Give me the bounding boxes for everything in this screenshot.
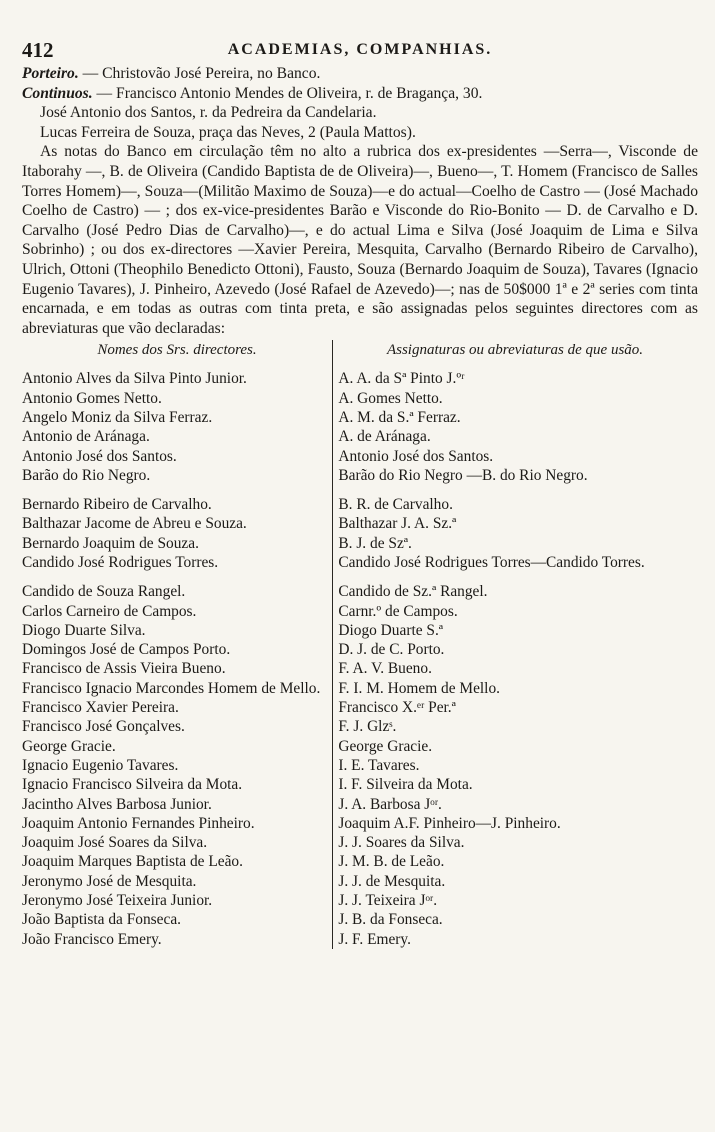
director-signature: Barão do Rio Negro —B. do Rio Negro.	[338, 466, 588, 484]
table-row	[22, 852, 698, 871]
table-row	[22, 833, 698, 852]
director-name: Joaquim José Soares da Silva.	[22, 834, 208, 852]
header-signatures: Assignaturas ou abreviaturas de que usão.	[386, 342, 644, 359]
director-signature: A. Gomes Netto.	[338, 389, 443, 407]
director-signature: D. J. de C. Porto.	[338, 641, 445, 659]
director-signature: George Gracie.	[338, 737, 433, 755]
notas-paragraph: As notas do Banco em circulação têm no alto a rubrica dos ex-presidentes —Serra—, Visconde de Itaborahy —, B. de Oliveira (Candido Baptista de de Oliveira)—, Bueno—, T. Homem (Francisco de Salles Torres Homem)—, Souza—(Militão Maximo de Souza)—e do actual—Coelho de Castro — (José Machado Coelho de Castro) — ; dos ex-vice-presidentes Barão e Visconde do Rio-Bonito — D. de Carvalho e D. Carvalho (José Pedro Dias de Carvalho)—, e do actual Lima e Silva (José Joaquim de Lima e Silva Sobrinho) ; ou dos ex-directores —Xavier Pereira, Mesquita, Carvalho (Bernardo Ribeiro de Carvalho), Ulrich, Ottoni (Theophilo Benedicto Ottoni), Fausto, Souza (Bernardo Joaquim de Souza), Tavares (Ignacio Eugenio Tavares), J. Pinheiro, Azevedo (José Rafael de Azevedo)—; nas de 50$000 1ª e 2ª series com tinta encarnada, e em todas as outras com tinta preta, e são assignadas pelos seguintes directores com as abreviaturas que vão declaradas:	[22, 143, 698, 337]
director-name: Antonio Alves da Silva Pinto Junior.	[22, 370, 247, 388]
director-signature: A. de Aránaga.	[338, 428, 431, 446]
director-signature: Joaquim A.F. Pinheiro—J. Pinheiro.	[338, 814, 561, 832]
director-name: Antonio Gomes Netto.	[22, 389, 162, 407]
director-signature: Balthazar J. A. Sz.ª	[338, 515, 457, 533]
table-row	[22, 756, 698, 775]
page-number: 412	[22, 38, 54, 62]
director-name: Jeronymo José de Mesquita.	[22, 872, 197, 890]
director-name: Antonio José dos Santos.	[22, 447, 177, 465]
director-name: Diogo Duarte Silva.	[22, 621, 146, 639]
porteiro-text: — Christovão José Pereira, no Banco.	[78, 65, 321, 82]
directors-table	[22, 340, 698, 949]
director-signature: Candido José Rodrigues Torres—Candido Torres.	[338, 553, 645, 571]
director-name: George Gracie.	[22, 737, 116, 755]
continuos-label: Continuos.	[22, 84, 93, 102]
director-name: Ignacio Francisco Silveira da Mota.	[22, 776, 243, 794]
director-name: Candido José Rodrigues Torres.	[22, 553, 219, 571]
director-name: Carlos Carneiro de Campos.	[22, 602, 197, 620]
director-name: Jeronymo José Teixeira Junior.	[22, 892, 213, 910]
director-name: Balthazar Jacome de Abreu e Souza.	[22, 515, 247, 533]
table-row	[22, 495, 698, 514]
director-signature: F. I. M. Homem de Mello.	[338, 679, 500, 697]
director-name: Barão do Rio Negro.	[22, 466, 151, 484]
table-row	[22, 621, 698, 640]
director-signature: J. J. Soares da Silva.	[338, 834, 465, 852]
director-name: João Francisco Emery.	[22, 930, 162, 948]
director-name: Bernardo Ribeiro de Carvalho.	[22, 496, 212, 514]
director-signature: J. A. Barbosa Jᵒʳ.	[338, 795, 442, 813]
header-names: Nomes dos Srs. directores.	[97, 342, 257, 359]
director-signature: Antonio José dos Santos.	[338, 447, 494, 465]
director-name: Francisco José Gonçalves.	[22, 718, 185, 736]
table-header	[22, 340, 698, 359]
table-row	[22, 872, 698, 891]
director-signature: A. A. da Sª Pinto J.ºʳ	[338, 370, 465, 388]
table-rows	[22, 369, 698, 949]
table-row	[22, 447, 698, 466]
director-name: Domingos José de Campos Porto.	[22, 641, 231, 659]
director-signature: I. E. Tavares.	[338, 756, 420, 774]
table-row	[22, 466, 698, 485]
director-name: Ignacio Eugenio Tavares.	[22, 756, 179, 774]
table-row	[22, 891, 698, 910]
continuos-line-2: José Antonio dos Santos, r. da Pedreira da Candelaria.	[40, 104, 377, 122]
running-head: ACADEMIAS, COMPANHIAS.	[227, 41, 493, 58]
table-row	[22, 602, 698, 621]
table-row	[22, 717, 698, 736]
table-row	[22, 930, 698, 949]
column-divider	[332, 340, 333, 949]
director-signature: F. J. Glzˢ.	[338, 718, 397, 736]
table-row	[22, 534, 698, 553]
director-signature: A. M. da S.ª Ferraz.	[338, 408, 461, 426]
director-name: Bernardo Joaquim de Souza.	[22, 534, 199, 552]
body-text	[22, 64, 698, 338]
table-row	[22, 659, 698, 678]
table-row	[22, 553, 698, 572]
director-signature: J. M. B. de Leão.	[338, 853, 445, 871]
table-row	[22, 737, 698, 756]
continuos-line	[22, 84, 698, 104]
director-name: Candido de Souza Rangel.	[22, 583, 186, 601]
porteiro-label: Porteiro.	[22, 65, 79, 82]
director-signature: F. A. V. Bueno.	[338, 660, 432, 678]
page-header	[22, 38, 698, 64]
continuos-line-3: Lucas Ferreira de Souza, praça das Neves, 2 (Paula Mattos).	[40, 123, 416, 141]
director-name: Angelo Moniz da Silva Ferraz.	[22, 408, 213, 426]
director-name: Joaquim Marques Baptista de Leão.	[22, 853, 243, 871]
table-row	[22, 514, 698, 533]
director-signature: J. F. Emery.	[338, 930, 411, 948]
director-name: Antonio de Aránaga.	[22, 428, 150, 446]
director-signature: Candido de Sz.ª Rangel.	[338, 583, 488, 601]
director-name: Francisco Ignacio Marcondes Homem de Mello.	[22, 679, 321, 697]
director-signature: B. J. de Szª.	[338, 534, 412, 552]
director-name: Francisco Xavier Pereira.	[22, 699, 179, 717]
director-signature: Carnr.º de Campos.	[338, 602, 458, 620]
table-row	[22, 389, 698, 408]
director-signature: J. B. da Fonseca.	[338, 911, 443, 929]
director-name: Jacintho Alves Barbosa Junior.	[22, 795, 212, 813]
director-signature: Diogo Duarte S.ª	[338, 621, 444, 639]
table-row	[22, 910, 698, 929]
table-row	[22, 369, 698, 388]
table-row	[22, 679, 698, 698]
director-signature: B. R. de Carvalho.	[338, 496, 453, 514]
director-signature: Francisco X.ᵉʳ Per.ª	[338, 699, 456, 717]
director-name: João Baptista da Fonseca.	[22, 911, 182, 929]
table-row	[22, 408, 698, 427]
document-page	[22, 38, 698, 949]
table-row	[22, 582, 698, 601]
porteiro-line	[22, 64, 698, 84]
director-signature: J. J. de Mesquita.	[338, 872, 446, 890]
table-row	[22, 775, 698, 794]
director-signature: I. F. Silveira da Mota.	[338, 776, 473, 794]
director-name: Francisco de Assis Vieira Bueno.	[22, 660, 226, 678]
table-row	[22, 640, 698, 659]
table-row	[22, 698, 698, 717]
table-row	[22, 427, 698, 446]
director-name: Joaquim Antonio Fernandes Pinheiro.	[22, 814, 255, 832]
table-row	[22, 814, 698, 833]
continuos-text: — Francisco Antonio Mendes de Oliveira, r. de Bragança, 30.	[92, 84, 483, 102]
director-signature: J. J. Teixeira Jᵒʳ.	[338, 892, 438, 910]
table-row	[22, 795, 698, 814]
